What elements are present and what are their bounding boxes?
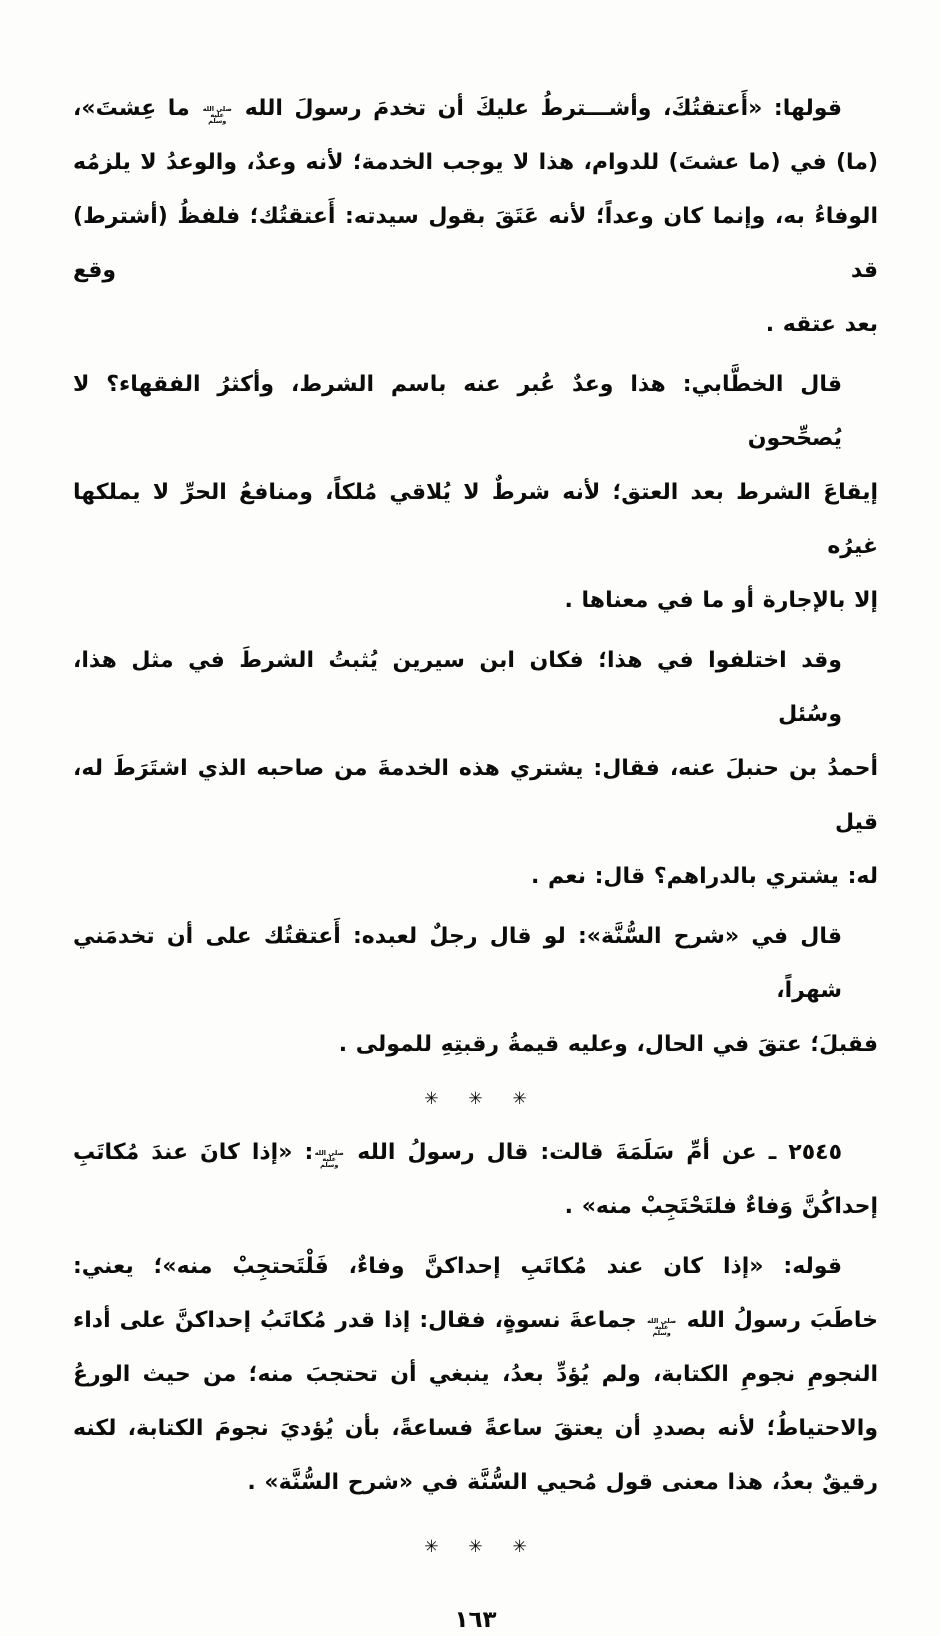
paragraph-sharh-sunnah-quote <box>73 910 878 1072</box>
text-line: إلا بالإجارة أو ما في معناها . <box>564 588 878 613</box>
honorific-saw-glyph: صلى الله عليه وسلم <box>647 1317 677 1337</box>
text-line: قال الخطَّابي: هذا وعدٌ عُبر عنه باسم الشرط، وأكثرُ الفقهاء؟ لا يُصحِّحون <box>73 372 842 451</box>
text-line: أحمدُ بن حنبلَ عنه، فقال: يشتري هذه الخدمةَ من صاحبه الذي اشتَرَطَ له، قيل <box>73 756 878 835</box>
honorific-saw-glyph: صلى الله عليه وسلم <box>314 1149 344 1169</box>
paragraph-ikhtilaf <box>73 634 878 904</box>
text-line: النجومِ نجومِ الكتابة، ولم يُؤدِّ بعدُ، ينبغي أن تحتجبَ منه؛ من حيث الورعُ <box>73 1362 878 1387</box>
text-line: خاطَبَ رسولُ الله صلى الله عليه وسلم جماعةَ نسوةٍ، فقال: إذا قدر مُكاتَبُ إحداكنَّ على أداء <box>73 1308 878 1337</box>
text-line: (ما) في (ما عشتَ) للدوام، هذا لا يوجب الخدمة؛ لأنه وعدٌ، والوعدُ لا يلزمُه <box>73 150 878 175</box>
text-line: ٢٥٤٥ ـ عن أمِّ سَلَمَةَ قالت: قال رسولُ الله صلى الله عليه وسلم: «إذا كانَ عندَ مُكاتَبِ <box>73 1140 842 1169</box>
hadith-2545 <box>73 1126 878 1234</box>
text-line: والاحتياطُ؛ لأنه بصددِ أن يعتقَ ساعةً فساعةً، بأن يُؤديَ نجومَ الكتابة، لكنه <box>73 1416 878 1441</box>
text-line: قال في «شرح السُّنَّة»: لو قال رجلٌ لعبده: أَعتقتُك على أن تخدمَني شهراً، <box>73 924 842 1003</box>
text-line: قولها: «أَعتقتُكَ، وأشـــترطُ عليكَ أن تخدمَ رسولَ الله صلى الله عليه وسلم ما عِشتَ»، <box>73 96 842 125</box>
text-line: قوله: «إذا كان عند مُكاتَبِ إحداكنَّ وفاءٌ، فَلْتَحتجِبْ منه»؛ يعني: <box>73 1254 842 1279</box>
text-line: فقبلَ؛ عتقَ في الحال، وعليه قيمةُ رقبتِهِ للمولى . <box>338 1032 878 1057</box>
text-line: له: يشتري بالدراهم؟ قال: نعم . <box>531 864 878 889</box>
section-separator-ornament: ✳ ✳ ✳ <box>424 1089 527 1109</box>
text-line: وقد اختلفوا في هذا؛ فكان ابن سيرين يُثبتُ الشرطَ في مثل هذا، وسُئل <box>73 648 842 727</box>
paragraph-commentary-qawluha <box>73 82 878 352</box>
text-line: إحداكُنَّ وَفاءٌ فلتَحْتَجِبْ منه» . <box>564 1194 878 1219</box>
text-line: بعد عتقه . <box>765 312 878 337</box>
paragraph-khattabi-quote <box>73 358 878 628</box>
text-line: رقيقٌ بعدُ، هذا معنى قول مُحيي السُّنَّة في «شرح السُّنَّة» . <box>247 1470 878 1495</box>
section-separator-ornament: ✳ ✳ ✳ <box>424 1537 527 1557</box>
text-line: إيقاعَ الشرط بعد العتق؛ لأنه شرطٌ لا يُلاقي مُلكاً، ومنافعُ الحرِّ لا يملكها غيرُه <box>73 480 878 559</box>
text-line: الوفاءُ به، وإنما كان وعداً؛ لأنه عَتَقَ بقول سيدته: أَعتقتُك؛ فلفظُ (أشترط) قد وقع <box>73 204 878 283</box>
paragraph-commentary-qawluhu <box>73 1240 878 1510</box>
honorific-saw-glyph: صلى الله عليه وسلم <box>202 105 232 125</box>
page-number: ١٦٣ <box>454 1607 497 1633</box>
